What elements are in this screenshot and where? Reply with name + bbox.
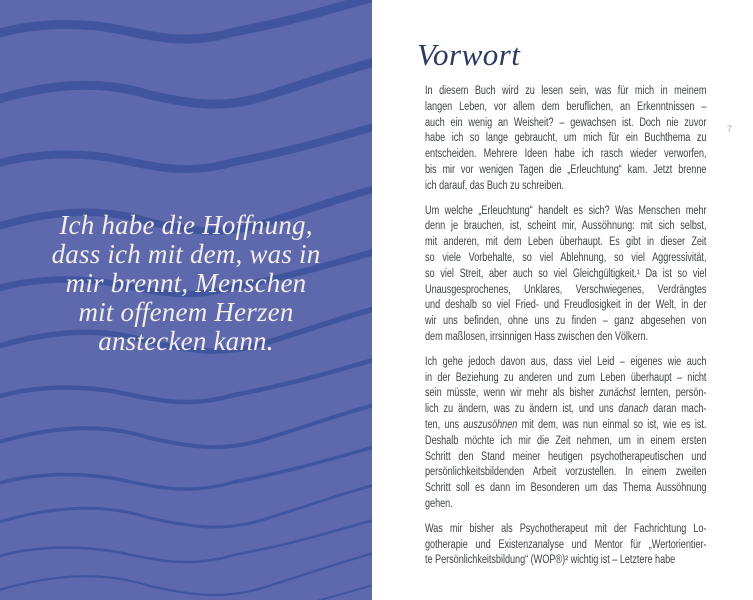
text-line: und deshalb so viel Fried- und Freudlosigkeit in der Welt, in der — [425, 299, 707, 312]
paragraph — [425, 84, 706, 195]
quote-line: anstecken kann. — [98, 326, 274, 356]
text-line: sein müsste, wenn wir mehr als bisher zunächst lernten, persön- — [425, 387, 707, 400]
text-line: mit anderen, mit dem Leben überhaupt. Es gibt in dieser Zeit — [425, 236, 707, 249]
text-line: entscheiden. Mehrere Ideen habe ich rasch wieder verworfen, — [425, 148, 707, 161]
paragraph — [425, 522, 706, 569]
foreword-page — [372, 0, 753, 600]
text-line: In diesem Buch wird zu lesen sein, was für mich in meinem — [425, 85, 707, 97]
text-line: bis mir vor wenigen Tagen die „Erleuchtung“ kam. Jetzt brenne — [425, 163, 707, 176]
paragraph — [425, 355, 706, 513]
text-line: Schritt soll es dann im Besonderen um das Thema Aussöhnung — [425, 482, 707, 495]
body-text — [425, 84, 706, 578]
text-line: auch ein wenig an Weisheit? – gewachsen ist. Doch nie zuvor — [425, 116, 707, 129]
quote-line: dass ich mit dem, was in — [51, 239, 321, 269]
quote-line: mit offenem Herzen — [78, 297, 294, 327]
text-line: langen Leben, vor allem dem beruflichen, an Erkenntnissen – — [425, 100, 707, 113]
text-line: gotherapie und Existenzanalyse und Mentor für „Wertorientier- — [425, 538, 707, 551]
text-line: Ich gehe jedoch davon aus, dass viel Leid – eigenes wie auch — [425, 355, 707, 368]
paragraph — [425, 204, 706, 346]
text-line: Was mir bisher als Psychotherapeut mit der Fachrichtung Lo- — [425, 522, 707, 535]
text-line: te Persönlichkeitsbildung“ (WOP®)² wichtig ist – Letztere habe — [425, 554, 676, 567]
text-line: habe ich so lange gebraucht, um mich für ein Buchthema zu — [425, 132, 707, 145]
quote-text — [0, 211, 372, 356]
text-line: wir uns befinden, ohne uns zu finden – ganz abgesehen von — [425, 315, 707, 328]
page-number: 7 — [726, 124, 732, 134]
page-title: Vorwort — [417, 37, 521, 72]
text-line: so viele Vorbehalte, so viel Ablehnung, so viel Aggressivität, — [425, 251, 707, 264]
quote-line: mir brennt, Menschen — [65, 268, 307, 298]
text-line: gehen. — [425, 497, 453, 510]
text-line: Unausgesprochenes, Unklares, Verschwiegenes, Verdrängtes — [425, 283, 707, 296]
text-line: persönlichkeitsbildenden Arbeit vorzustellen. In einem zweiten — [425, 466, 707, 479]
text-line: Schritt den Stand meiner heutigen psychotherapeutischen und — [425, 450, 707, 463]
text-line: ten, uns auszusöhnen mit dem, was nun einmal so ist, wie es ist. — [425, 418, 707, 431]
text-line: ich darauf, das Buch zu schreiben. — [425, 179, 564, 192]
text-line: lich zu ändern, was zu ändern ist, und uns danach daran mach- — [425, 403, 707, 416]
text-line: denn je brauchen, ist, scheint mir, Aussöhnung: mit sich selbst, — [425, 220, 707, 233]
text-line: so viel Streit, aber auch so viel Gleichgültigkeit.¹ Da ist so viel — [425, 267, 707, 280]
text-line: Deshalb möchte ich mir die Zeit nehmen, um in einem ersten — [425, 434, 707, 447]
quote-panel — [0, 0, 372, 600]
text-line: dem maßlosen, irrsinnigen Hass zwischen den Völkern. — [425, 330, 649, 343]
text-line: in der Beziehung zu anderen und zum Leben überhaupt – nicht — [425, 371, 707, 384]
text-line: Um welche „Erleuchtung“ handelt es sich? Was Menschen mehr — [425, 204, 707, 217]
quote-line: Ich habe die Hoffnung, — [59, 210, 313, 240]
